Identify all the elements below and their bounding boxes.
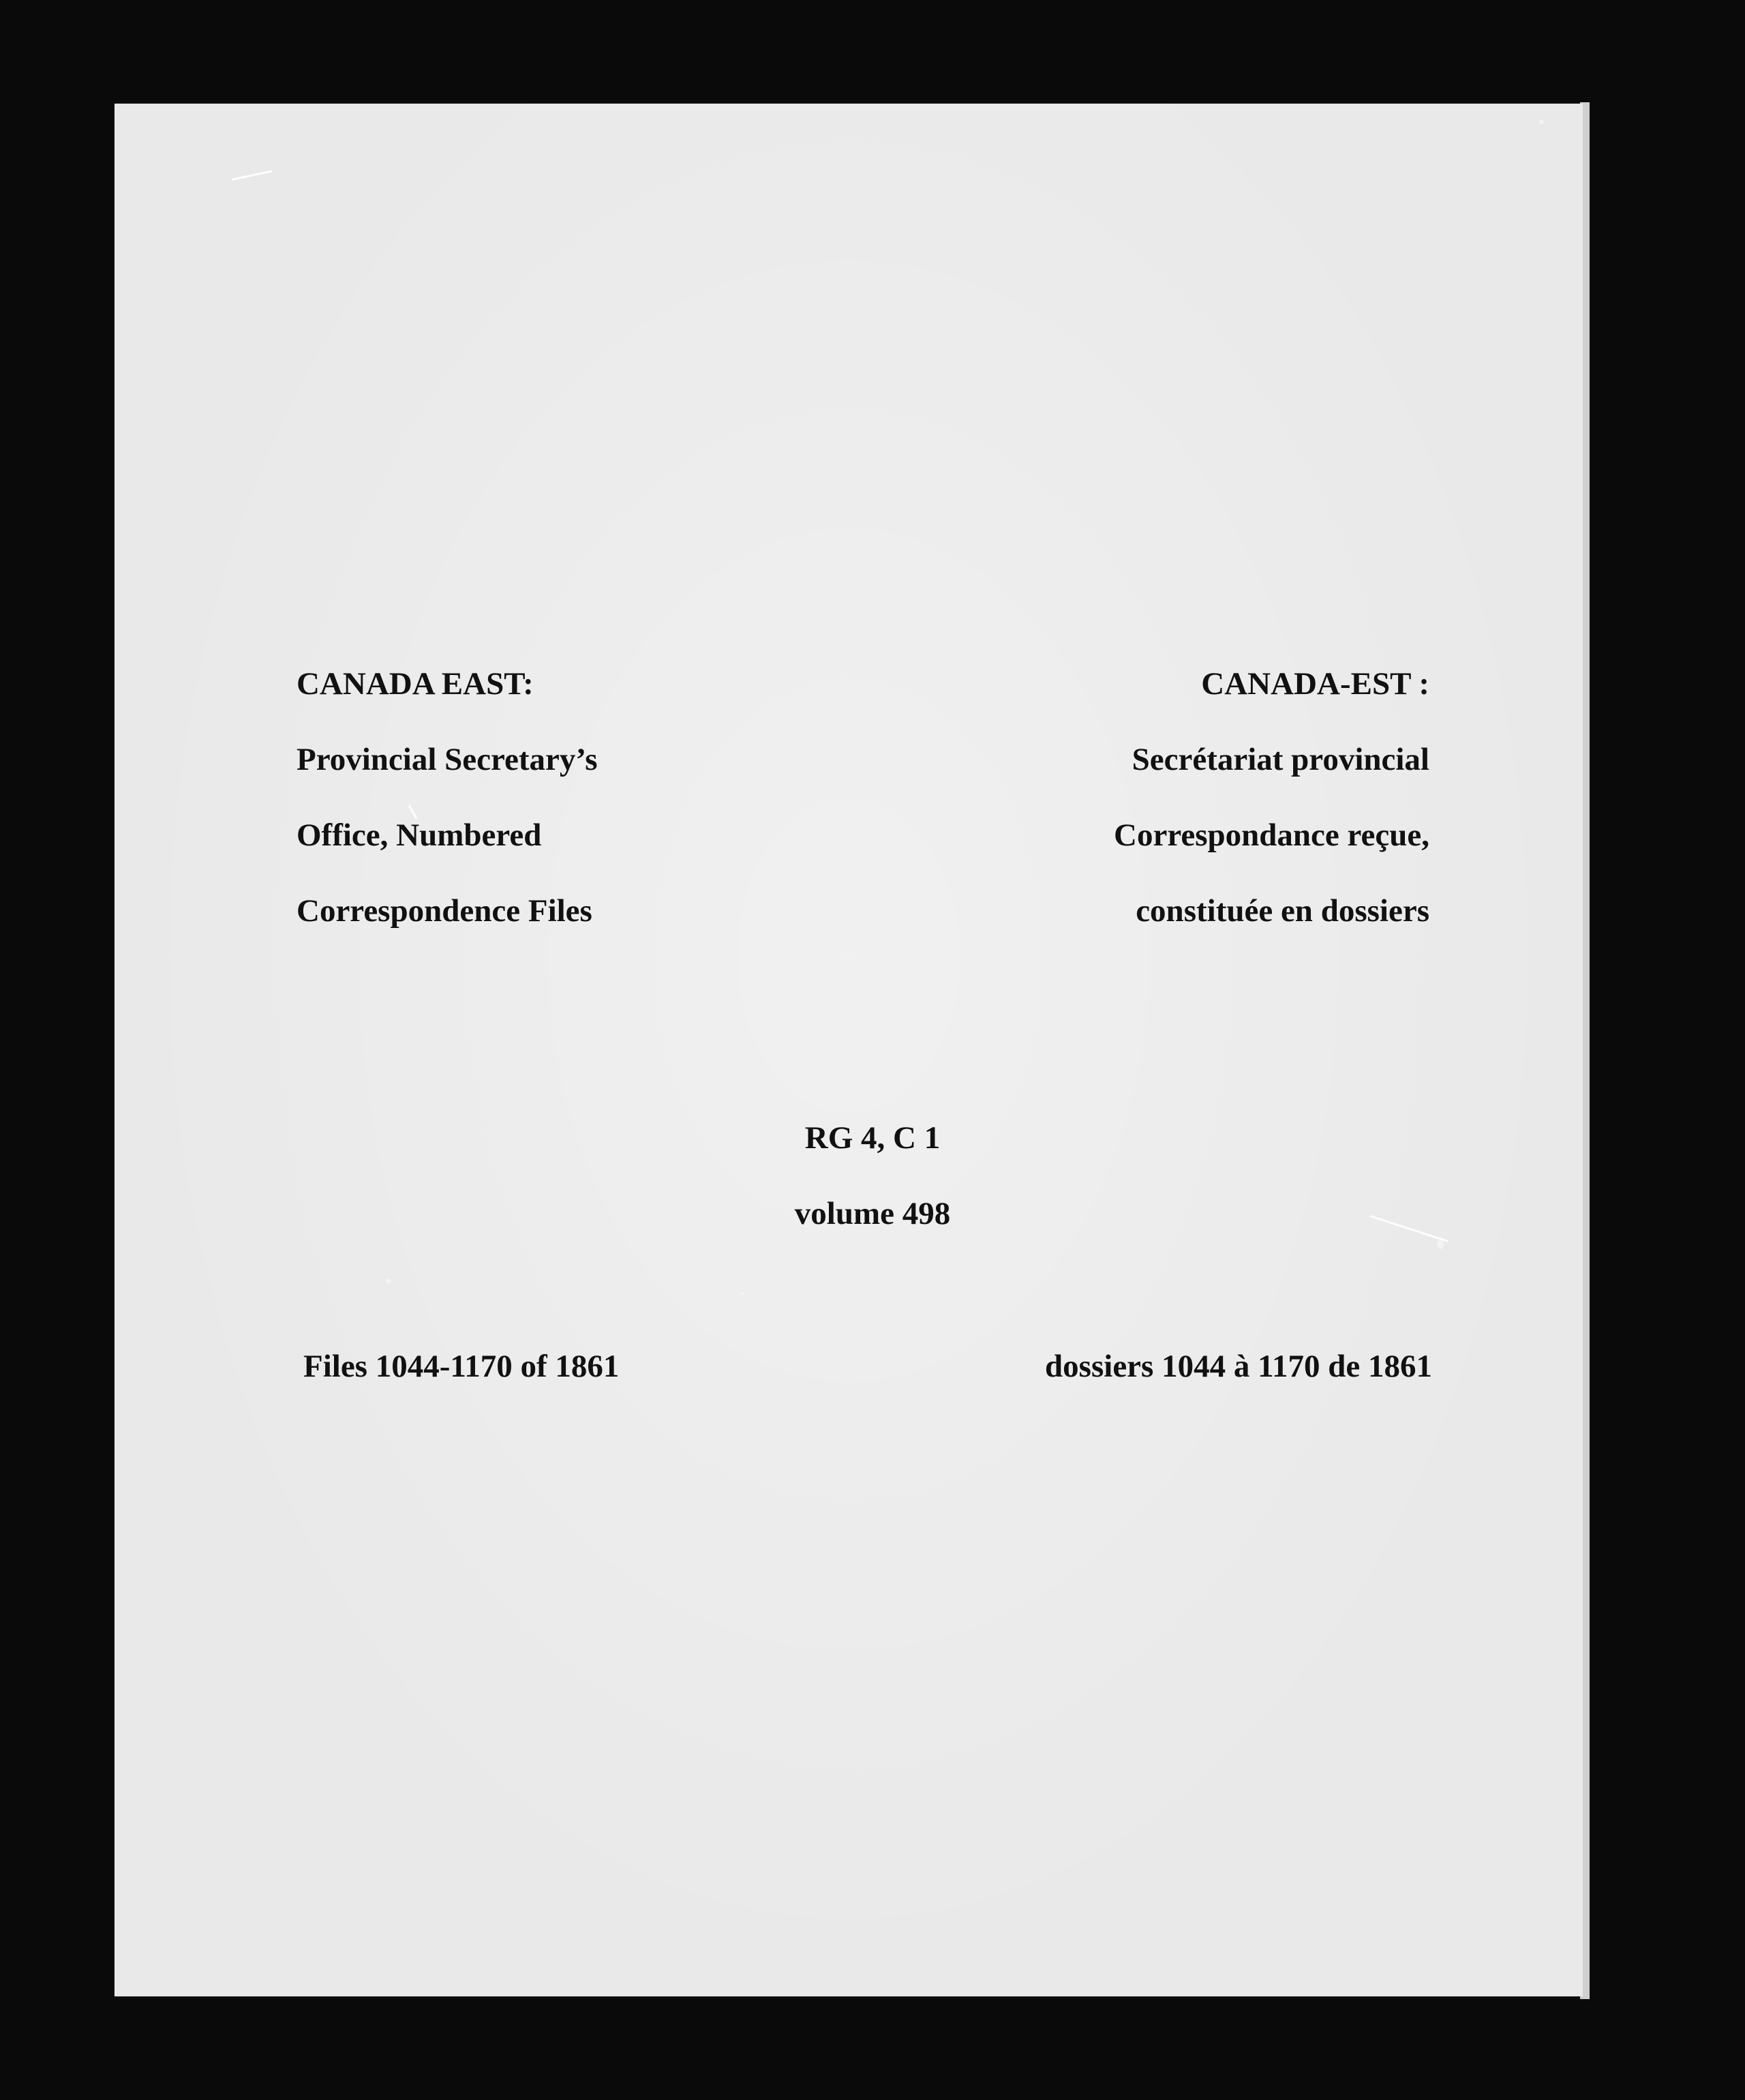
- french-heading: CANADA-EST :: [1201, 666, 1429, 702]
- french-line-2: Correspondance reçue,: [1114, 817, 1429, 853]
- english-line-3: Correspondence Files: [297, 893, 592, 929]
- french-line-3: constituée en dossiers: [1136, 893, 1429, 929]
- dust-speck: [386, 1279, 391, 1283]
- dust-speck: [1437, 1240, 1444, 1249]
- files-range-english: Files 1044-1170 of 1861: [303, 1349, 620, 1384]
- english-heading: CANADA EAST:: [297, 666, 534, 702]
- files-range-french: dossiers 1044 à 1170 de 1861: [1045, 1349, 1432, 1384]
- dust-speck: [1539, 120, 1543, 124]
- english-line-1: Provincial Secretary’s: [297, 742, 598, 777]
- french-line-1: Secrétariat provincial: [1132, 742, 1429, 777]
- english-line-2: Office, Numbered: [297, 817, 542, 853]
- volume-number: volume 498: [794, 1196, 951, 1231]
- series-reference: RG 4, C 1: [804, 1120, 941, 1156]
- dust-speck: [740, 1292, 744, 1295]
- title-page: [115, 104, 1583, 1996]
